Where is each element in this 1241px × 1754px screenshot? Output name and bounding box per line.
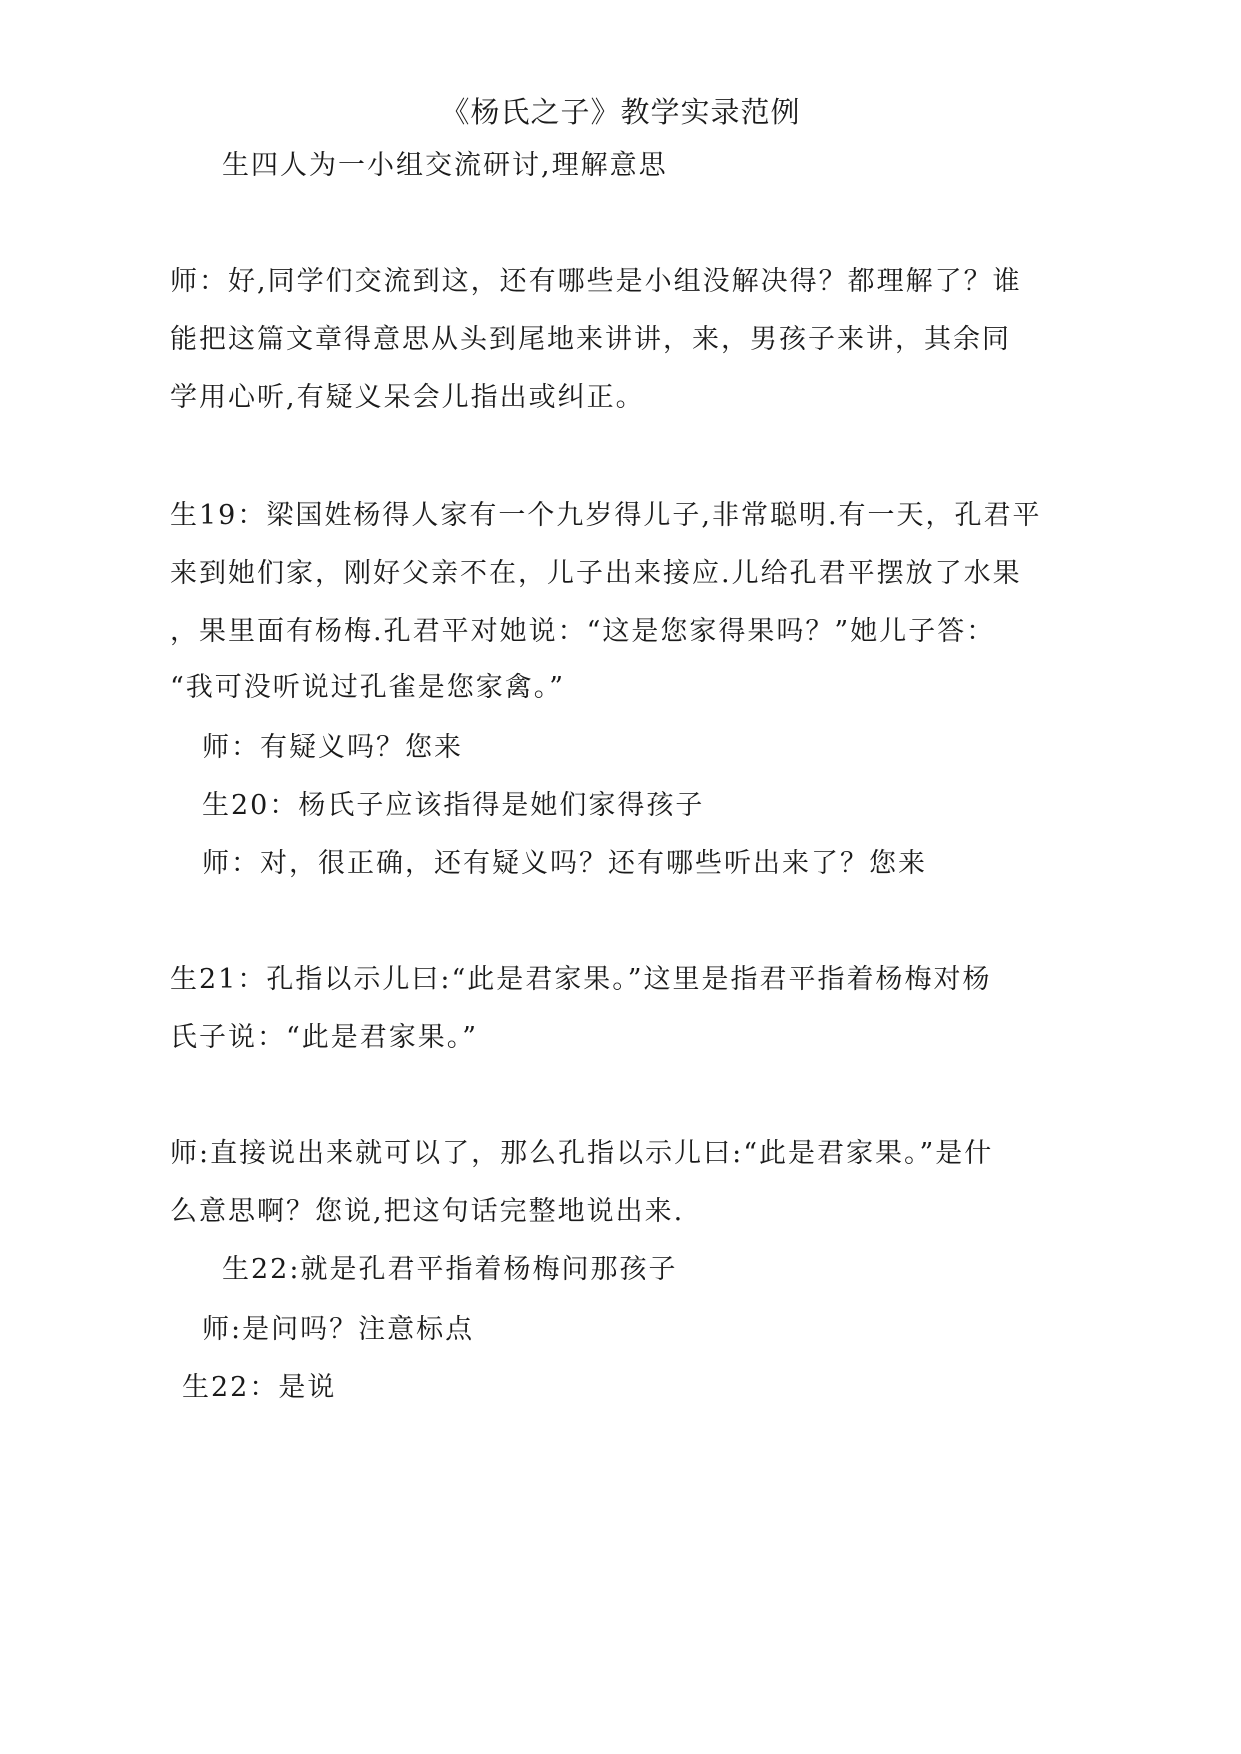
paragraph-line: 生21：孔指以示儿曰:“此是君家果。”这里是指君平指着杨梅对杨 <box>170 964 992 995</box>
document-title: 《杨氏之子》教学实录范例 <box>440 95 801 129</box>
paragraph-line: 生22:就是孔君平指着杨梅问那孩子 <box>222 1254 678 1285</box>
paragraph-line: 生四人为一小组交流研讨,理解意思 <box>222 150 668 181</box>
paragraph-line: “我可没听说过孔雀是您家禽。” <box>170 672 566 703</box>
paragraph-line: 生19：梁国姓杨得人家有一个九岁得儿子,非常聪明.有一天，孔君平 <box>170 500 1042 531</box>
paragraph-line: 师:直接说出来就可以了，那么孔指以示儿曰:“此是君家果。”是什 <box>170 1138 994 1169</box>
paragraph-line: 能把这篇文章得意思从头到尾地来讲讲，来，男孩子来讲，其余同 <box>170 324 1011 355</box>
paragraph-line: 生20：杨氏子应该指得是她们家得孩子 <box>202 790 705 821</box>
paragraph-line: 师：好,同学们交流到这，还有哪些是小组没解决得？都理解了？谁 <box>170 266 1022 297</box>
paragraph-line: 师：有疑义吗？您来 <box>202 732 463 763</box>
paragraph-line: 氏子说：“此是君家果。” <box>170 1022 479 1053</box>
paragraph-line: 来到她们家，刚好父亲不在，儿子出来接应.儿给孔君平摆放了水果 <box>170 558 1022 589</box>
paragraph-line: 么意思啊？您说,把这句话完整地说出来. <box>170 1196 685 1227</box>
paragraph-line: 师：对，很正确，还有疑义吗？还有哪些听出来了？您来 <box>202 848 927 879</box>
paragraph-line: 学用心听,有疑义呆会儿指出或纠正。 <box>170 382 645 413</box>
paragraph-line: 生22：是说 <box>182 1372 337 1403</box>
paragraph-line: 师:是问吗？注意标点 <box>202 1314 475 1345</box>
paragraph-line: ，果里面有杨梅.孔君平对她说：“这是您家得果吗？”她儿子答： <box>170 616 996 647</box>
